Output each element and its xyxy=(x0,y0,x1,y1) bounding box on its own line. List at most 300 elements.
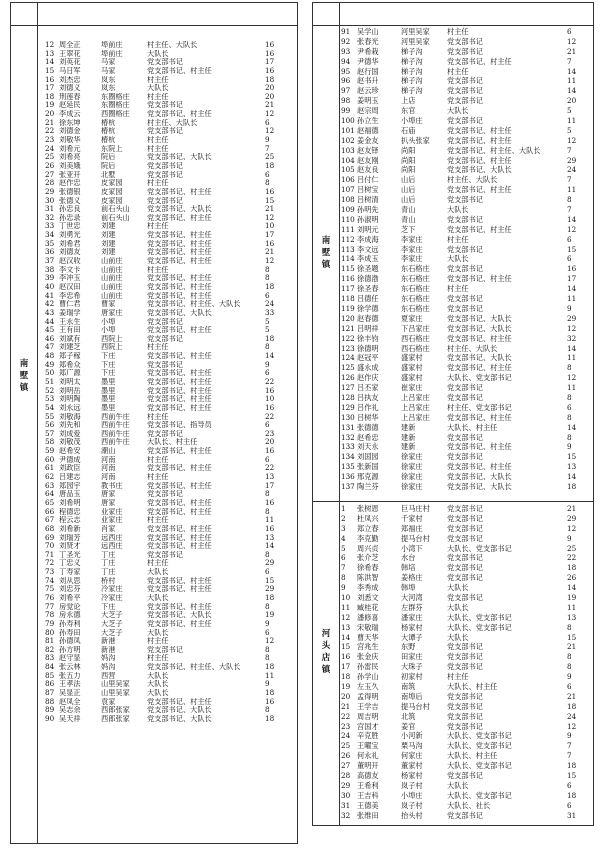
table-row xyxy=(39,534,297,543)
row-index: 66 xyxy=(45,507,55,516)
row-position: 党支部书记、大队长 xyxy=(447,313,512,323)
row-index: 33 xyxy=(45,222,55,231)
row-position: 党支部书记、大队长 xyxy=(447,481,512,491)
row-village: 潘家庄 xyxy=(401,612,423,622)
row-years: 12 xyxy=(567,721,577,731)
row-name: 张五力 xyxy=(59,671,81,680)
table-row xyxy=(39,490,297,499)
row-index: 25 xyxy=(45,153,55,162)
table-row xyxy=(341,563,593,573)
row-village: 下庄 xyxy=(101,369,116,378)
row-index: 44 xyxy=(45,317,55,326)
row-index: 21 xyxy=(341,701,351,711)
row-position: 党支部书记 xyxy=(147,360,183,369)
row-position: 大队长、党支部书记 xyxy=(447,761,512,771)
row-index: 40 xyxy=(45,282,55,291)
row-index: 82 xyxy=(45,645,55,654)
row-position: 党支部书记、大队长 xyxy=(447,353,512,363)
row-name: 刘希新 xyxy=(59,524,81,533)
left-town-column-divider xyxy=(37,3,38,843)
table-row xyxy=(341,593,593,603)
row-village: 河南 xyxy=(101,455,116,464)
row-years: 18 xyxy=(265,334,275,343)
row-index: 12 xyxy=(45,41,55,49)
table-row xyxy=(39,343,297,352)
row-name: 刘忠芬 xyxy=(59,585,81,594)
row-position: 党支部书记、村主任、大队长 xyxy=(147,663,241,672)
row-index: 53 xyxy=(45,395,55,404)
row-position: 村主任 xyxy=(447,27,469,36)
row-index: 37 xyxy=(45,257,55,266)
row-name: 房觉论 xyxy=(59,602,81,611)
row-years: 5 xyxy=(265,317,270,326)
table-row xyxy=(39,145,297,154)
row-name: 张金庆 xyxy=(357,652,379,662)
row-index: 26 xyxy=(45,161,55,170)
row-position: 大队长、党支部书记 xyxy=(447,622,512,632)
table-row xyxy=(341,472,593,482)
row-index: 63 xyxy=(45,481,55,490)
row-name: 房永德 xyxy=(59,611,81,620)
row-index: 58 xyxy=(45,438,55,447)
row-years: 21 xyxy=(265,205,275,214)
table-row xyxy=(39,361,297,370)
row-position: 党支部书记、村主任 xyxy=(447,462,512,472)
right-section-divider xyxy=(313,501,593,502)
row-village: 小埠 xyxy=(101,317,116,326)
row-index: 15 xyxy=(341,642,351,652)
row-years: 18 xyxy=(265,75,275,84)
row-name: 赵行国 xyxy=(357,66,379,76)
row-position: 党支部书记 xyxy=(447,96,483,106)
row-position: 党支部书记 xyxy=(147,58,183,67)
row-years: 9 xyxy=(265,360,270,369)
row-name: 张云林 xyxy=(59,663,81,672)
row-index: 75 xyxy=(45,585,55,594)
row-index: 9 xyxy=(341,583,346,593)
row-index: 25 xyxy=(341,741,351,751)
row-index: 20 xyxy=(341,691,351,701)
row-index: 114 xyxy=(341,254,355,264)
row-position: 党支部书记 xyxy=(447,642,483,652)
row-position: 党支部书记 xyxy=(147,317,183,326)
row-name: 徐德渤 xyxy=(357,274,379,284)
row-position: 党支部书记、村主任 xyxy=(147,291,212,300)
row-position: 党支部书记 xyxy=(447,383,483,393)
row-position: 党支部书记 xyxy=(147,429,183,438)
row-years: 16 xyxy=(265,41,275,49)
row-years: 26 xyxy=(567,573,577,583)
row-village: 冷家庄 xyxy=(101,594,123,602)
table-row xyxy=(39,646,297,655)
row-position: 党支部书记 xyxy=(447,701,483,711)
row-years: 7 xyxy=(567,145,572,155)
row-position: 大队长、村主任 xyxy=(447,682,498,692)
row-years: 18 xyxy=(265,282,275,291)
row-name: 刘敬华 xyxy=(59,136,81,145)
row-village: 曹家 xyxy=(101,300,116,309)
row-name: 王有田 xyxy=(59,326,81,335)
row-years: 18 xyxy=(265,594,275,602)
row-index: 30 xyxy=(341,790,351,800)
row-index: 126 xyxy=(341,373,355,383)
row-years: 8 xyxy=(265,274,270,283)
row-village: 埠前庄 xyxy=(101,41,123,49)
row-position: 党支部书记 xyxy=(447,46,483,56)
table-row xyxy=(39,551,297,560)
row-village: 大谭子 xyxy=(401,632,423,642)
row-position: 大队长 xyxy=(447,106,469,116)
row-village: 丁庄 xyxy=(101,559,116,568)
row-name: 吕建志 xyxy=(59,473,81,482)
row-position: 大队长、村主任 xyxy=(147,438,198,447)
row-name: 宫国才 xyxy=(357,721,379,731)
row-index: 16 xyxy=(341,652,351,662)
row-index: 69 xyxy=(45,533,55,542)
table-row xyxy=(39,248,297,257)
row-years: 18 xyxy=(265,663,275,672)
row-village: 崔家庄 xyxy=(401,383,423,393)
row-years: 8 xyxy=(265,343,270,352)
row-index: 118 xyxy=(341,294,355,304)
row-index: 128 xyxy=(341,392,355,402)
row-village: 大河湾 xyxy=(401,593,423,603)
row-index: 16 xyxy=(45,75,55,84)
table-row xyxy=(341,195,593,205)
row-name: 周吉明 xyxy=(357,711,379,721)
row-position: 党支部书记 xyxy=(447,432,483,442)
row-years: 8 xyxy=(567,662,572,672)
table-row xyxy=(341,37,593,47)
row-name: 张树恩 xyxy=(357,504,379,513)
row-years: 17 xyxy=(567,274,577,284)
row-name: 吕树清 xyxy=(357,195,379,205)
row-years: 7 xyxy=(567,175,572,185)
row-years: 14 xyxy=(567,214,577,224)
row-name: 丁世忠 xyxy=(59,222,81,231)
row-position: 党支部书记 xyxy=(447,195,483,205)
row-years: 6 xyxy=(265,291,270,300)
table-row xyxy=(341,731,593,741)
row-name: 刘贤才 xyxy=(59,542,81,551)
row-village: 徐家庄 xyxy=(401,452,423,462)
row-position: 村主任、大队长 xyxy=(447,343,498,353)
row-name: 李成玉 xyxy=(357,254,379,264)
row-name: 刘明太 xyxy=(59,377,81,386)
row-years: 12 xyxy=(265,110,275,119)
row-years: 5 xyxy=(567,106,572,116)
row-years: 14 xyxy=(567,472,577,482)
row-name: 王永生 xyxy=(59,317,81,326)
row-index: 19 xyxy=(341,682,351,692)
row-position: 大队长 xyxy=(447,205,469,215)
row-position: 党支部书记 xyxy=(447,533,483,543)
table-row xyxy=(341,383,593,393)
table-row xyxy=(341,811,593,821)
row-index: 80 xyxy=(45,628,55,637)
row-name: 吴天祥 xyxy=(59,714,81,723)
row-village: 东院上 xyxy=(101,144,123,153)
row-village: 河南 xyxy=(101,473,116,482)
row-name: 吴学山 xyxy=(357,27,379,36)
row-village: 刘建 xyxy=(101,239,116,248)
row-village: 马家 xyxy=(101,58,116,67)
row-name: 尹希栽 xyxy=(357,46,379,56)
row-position: 党支部书记 xyxy=(447,264,483,274)
table-row xyxy=(39,93,297,102)
table-row xyxy=(341,393,593,403)
table-row xyxy=(341,751,593,761)
row-position: 党支部书记、村主任 xyxy=(147,187,212,196)
row-years: 21 xyxy=(567,504,577,513)
table-row xyxy=(39,430,297,439)
table-row xyxy=(341,423,593,433)
row-name: 孟得明 xyxy=(357,691,379,701)
table-row xyxy=(341,57,593,67)
table-row xyxy=(39,594,297,603)
row-name: 赵春德 xyxy=(357,313,379,323)
row-years: 7 xyxy=(567,751,572,761)
row-index: 18 xyxy=(45,92,55,101)
table-row xyxy=(39,240,297,249)
row-index: 14 xyxy=(341,632,351,642)
row-years: 8 xyxy=(567,432,572,442)
row-index: 46 xyxy=(45,334,55,343)
table-row xyxy=(341,452,593,462)
row-position: 村主任 xyxy=(447,284,469,294)
row-index: 83 xyxy=(45,654,55,663)
row-years: 16 xyxy=(265,386,275,395)
row-village: 西石格庄 xyxy=(401,343,430,353)
row-years: 22 xyxy=(265,412,275,421)
row-position: 村主任 xyxy=(147,222,169,231)
row-village: 刘建 xyxy=(101,248,116,257)
row-village: 河里吴家 xyxy=(401,36,430,46)
row-village: 盛家村 xyxy=(401,363,423,373)
table-row xyxy=(341,215,593,225)
row-village: 山后 xyxy=(401,195,416,205)
row-years: 29 xyxy=(265,585,275,594)
row-years: 18 xyxy=(265,689,275,698)
row-years: 6 xyxy=(567,780,572,790)
row-index: 85 xyxy=(45,671,55,680)
row-village: 岚子村 xyxy=(401,780,423,790)
row-name: 刘希君 xyxy=(59,239,81,248)
row-name: 郑希众 xyxy=(59,360,81,369)
row-name: 周全正 xyxy=(59,41,81,49)
row-position: 党支部书记 xyxy=(447,523,483,533)
row-index: 12 xyxy=(341,612,351,622)
row-name: 郑子稼 xyxy=(59,352,81,361)
table-row xyxy=(39,603,297,612)
row-years: 18 xyxy=(567,563,577,573)
row-index: 122 xyxy=(341,333,355,343)
row-village: 小埠 xyxy=(101,326,116,335)
row-position: 党支部书记 xyxy=(447,116,483,126)
row-position: 党支部书记 xyxy=(447,36,483,46)
row-village: 郑福庄 xyxy=(401,523,423,533)
table-row xyxy=(39,188,297,197)
row-years: 21 xyxy=(265,101,275,110)
row-village: 东石格庄 xyxy=(401,264,430,274)
row-years: 19 xyxy=(567,593,577,603)
row-name: 曹天华 xyxy=(357,632,379,642)
row-position: 党支部书记、村主任 xyxy=(147,239,212,248)
row-village: 岚东 xyxy=(101,75,116,84)
table-row xyxy=(39,499,297,508)
table-row xyxy=(341,633,593,643)
row-years: 8 xyxy=(567,195,572,205)
table-row xyxy=(39,127,297,136)
row-index: 4 xyxy=(341,533,346,543)
row-village: 肖家 xyxy=(101,524,116,533)
row-years: 22 xyxy=(567,553,577,563)
row-index: 62 xyxy=(45,473,55,482)
table-row xyxy=(341,274,593,284)
row-position: 大队长 xyxy=(147,628,169,637)
row-village: 东官 xyxy=(401,106,416,116)
row-name: 赵延民 xyxy=(59,101,81,110)
row-name: 张新国 xyxy=(357,462,379,472)
row-position: 党支部书记 xyxy=(447,563,483,573)
table-row xyxy=(39,413,297,422)
row-village: 院后 xyxy=(101,153,116,162)
row-position: 大队长 xyxy=(147,671,169,680)
table-row xyxy=(39,421,297,430)
table-row xyxy=(39,84,297,93)
row-name: 孙方明 xyxy=(59,645,81,654)
row-village: 山后 xyxy=(401,185,416,195)
row-years: 6 xyxy=(567,402,572,412)
row-village: 西前牛庄 xyxy=(101,438,130,447)
row-years: 14 xyxy=(567,284,577,294)
row-village: 远西庄 xyxy=(101,533,123,542)
table-row xyxy=(341,652,593,662)
row-name: 刘先和 xyxy=(59,421,81,430)
row-village: 提马台村 xyxy=(401,533,430,543)
row-position: 党支部书记、大队长 xyxy=(447,165,512,175)
row-name: 程德忠 xyxy=(59,507,81,516)
table-row xyxy=(341,363,593,373)
row-years: 12 xyxy=(265,257,275,266)
table-row xyxy=(341,156,593,166)
row-index: 29 xyxy=(341,780,351,790)
left-table-header xyxy=(11,3,297,26)
row-name: 赵友良 xyxy=(357,165,379,175)
row-name: 张介芝 xyxy=(357,553,379,563)
row-village: 提马台村 xyxy=(401,701,430,711)
row-village: 墨里 xyxy=(101,403,116,412)
row-position: 大队长、党支部书记 xyxy=(447,731,512,741)
row-village: 梯子沟 xyxy=(401,66,423,76)
table-row xyxy=(341,185,593,195)
row-position: 党支部书记 xyxy=(447,244,483,254)
row-years: 29 xyxy=(567,155,577,165)
row-index: 123 xyxy=(341,343,355,353)
row-years: 11 xyxy=(567,116,577,126)
row-years: 11 xyxy=(567,353,577,363)
row-years: 17 xyxy=(265,481,275,490)
row-name: 刘政臣 xyxy=(59,464,81,473)
table-row xyxy=(39,404,297,413)
row-name: 刑莲春 xyxy=(59,92,81,101)
row-village: 建新 xyxy=(401,422,416,432)
row-name: 赵宗周 xyxy=(357,106,379,116)
row-name: 吕明祥 xyxy=(357,323,379,333)
row-position: 大队长 xyxy=(447,583,469,593)
row-village: 上店 xyxy=(401,96,416,106)
row-name: 王学吉 xyxy=(357,701,379,711)
row-village: 东石格庄 xyxy=(401,303,430,313)
row-position: 党支部书记、大队长 xyxy=(447,323,512,333)
table-row xyxy=(39,292,297,301)
row-village: 下庄 xyxy=(101,360,116,369)
row-name: 何永礼 xyxy=(357,751,379,761)
row-village: 巨马庄村 xyxy=(401,504,430,513)
row-village: 西郎张家 xyxy=(101,706,130,715)
row-position: 党支部书记、村主任 xyxy=(147,395,212,404)
row-index: 23 xyxy=(45,136,55,145)
row-name: 吕丕家 xyxy=(357,383,379,393)
row-years: 11 xyxy=(567,383,577,393)
row-years: 8 xyxy=(265,550,270,559)
row-years: 5 xyxy=(265,326,270,335)
table-row xyxy=(39,231,297,240)
table-row xyxy=(39,266,297,275)
row-index: 111 xyxy=(341,224,355,234)
row-village: 盛家村 xyxy=(401,373,423,383)
row-name: 刘勇光 xyxy=(59,231,81,240)
row-name: 刘英花 xyxy=(59,58,81,67)
table-row xyxy=(39,689,297,698)
table-row xyxy=(341,413,593,423)
row-name: 刘明陶 xyxy=(59,395,81,404)
table-row xyxy=(39,369,297,378)
row-years: 6 xyxy=(567,254,572,264)
row-position: 党支部书记、大队长 xyxy=(147,706,212,715)
table-row xyxy=(39,197,297,206)
table-row xyxy=(341,314,593,324)
row-name: 宋敬瑞 xyxy=(357,622,379,632)
row-years: 11 xyxy=(265,516,275,525)
table-row xyxy=(39,326,297,335)
row-index: 68 xyxy=(45,524,55,533)
table-row xyxy=(341,642,593,652)
row-position: 大队长 xyxy=(147,594,169,602)
row-village: 西前牛庄 xyxy=(101,421,130,430)
row-years: 6 xyxy=(265,421,270,430)
row-name: 赵友刚 xyxy=(357,155,379,165)
row-position: 党支部书记 xyxy=(447,662,483,672)
row-index: 86 xyxy=(45,680,55,689)
row-position: 党支部书记 xyxy=(447,504,483,513)
table-row xyxy=(39,464,297,473)
row-years: 19 xyxy=(265,611,275,620)
row-village: 何家庄 xyxy=(401,751,423,761)
row-name: 陈洪智 xyxy=(357,573,379,583)
table-row xyxy=(341,284,593,294)
table-row xyxy=(341,603,593,613)
row-village: 北墅 xyxy=(101,170,116,179)
row-village: 山后 xyxy=(401,175,416,185)
row-village: 冷家庄 xyxy=(101,585,123,594)
table-row xyxy=(341,334,593,344)
row-village: 远西庄 xyxy=(101,542,123,551)
table-row xyxy=(39,698,297,707)
row-years: 12 xyxy=(567,224,577,234)
row-index: 112 xyxy=(341,234,355,244)
right-top-rows xyxy=(341,27,593,492)
